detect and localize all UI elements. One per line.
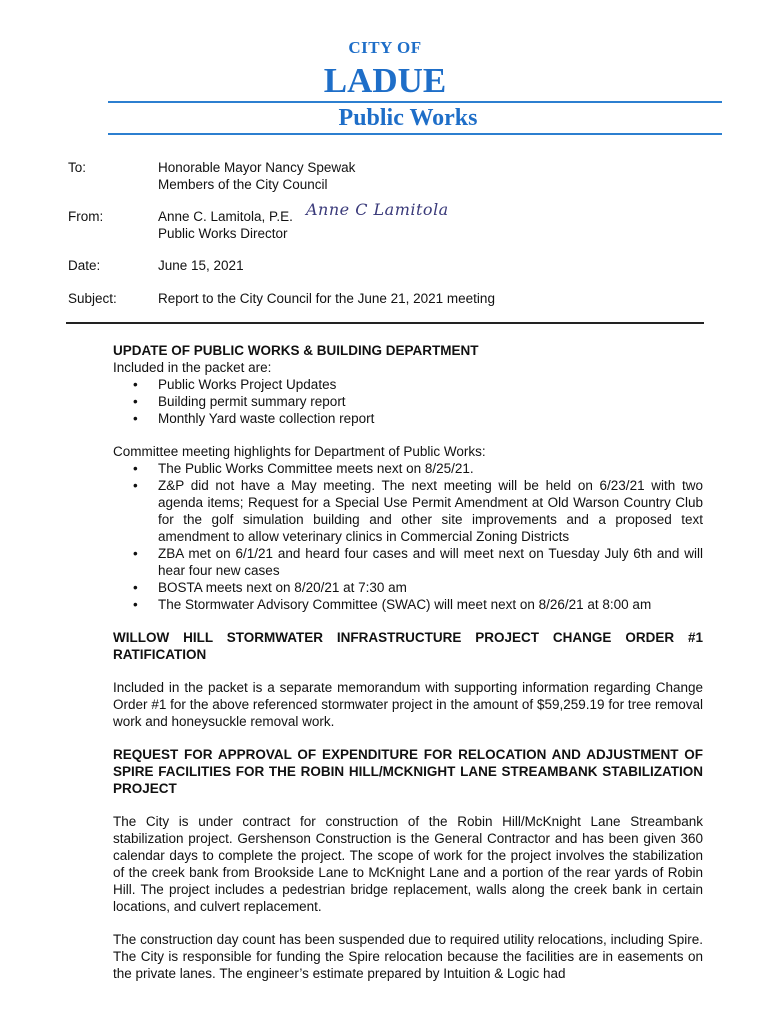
header-divider	[66, 322, 704, 324]
list-item: • ZBA met on 6/1/21 and heard four cases and will meet next on Tuesday July 6th and will hear four new cases	[113, 545, 703, 579]
section2-heading: WILLOW HILL STORMWATER INFRASTRUCTURE PROJECT CHANGE ORDER #1 RATIFICATION	[113, 630, 703, 662]
section3-paragraph-2: The construction day count has been suspended due to required utility relocations, including Spire. The City is responsible for funding the Spire relocation because the facilities are in easements on the private lanes. The engineer’s estimate prepared by Intuition & Logic had	[113, 932, 703, 981]
from-line-2: Public Works Director	[158, 226, 288, 241]
list-item: • Building permit summary report	[113, 393, 703, 410]
list-item: • Z&P did not have a May meeting. The next meeting will be held on 6/23/21 with two agenda items; Request for a Special Use Permit Amendment at Old Warson Country Club for the golf simulation building and other site improvements and a proposed text amendment to allow veterinary clinics in Commercial Zoning Districts	[113, 477, 703, 545]
letterhead-department: Public Works	[338, 105, 478, 131]
memo-body	[113, 342, 703, 982]
date-value: June 15, 2021	[158, 258, 244, 273]
list-item: • BOSTA meets next on 8/20/21 at 7:30 am	[113, 579, 703, 596]
list-item: • The Public Works Committee meets next on 8/25/21.	[113, 460, 703, 477]
section1-intro: Included in the packet are:	[113, 360, 272, 375]
from-line-1: Anne C. Lamitola, P.E.	[158, 209, 293, 224]
letterhead-rule-bottom	[108, 133, 722, 135]
section1-heading: UPDATE OF PUBLIC WORKS & BUILDING DEPARTMENT	[113, 343, 479, 358]
packet-items-list	[113, 376, 703, 427]
to-line-2: Members of the City Council	[158, 177, 328, 192]
to-line-1: Honorable Mayor Nancy Spewak	[158, 160, 356, 175]
subject-value: Report to the City Council for the June 21, 2021 meeting	[158, 291, 495, 306]
date-label: Date:	[68, 258, 101, 273]
section3-heading: REQUEST FOR APPROVAL OF EXPENDITURE FOR RELOCATION AND ADJUSTMENT OF SPIRE FACILITIES FOR THE ROBIN HILL/MCKNIGHT LANE STREAMBANK STABILIZATION PROJECT	[113, 747, 703, 796]
list-item: • The Stormwater Advisory Committee (SWAC) will meet next on 8/26/21 at 8:00 am	[113, 596, 703, 613]
signature: Anne C Lamitola	[306, 200, 449, 219]
to-label: To:	[68, 160, 87, 175]
from-label: From:	[68, 209, 104, 224]
letterhead-rule-top	[108, 101, 722, 103]
section3-paragraph-1: The City is under contract for construction of the Robin Hill/McKnight Lane Streambank stabilization project. Gershenson Construction is the General Contractor and has been given 360 calendar days to complete the project. The scope of work for the project involves the stabilization of the creek bank from Brookside Lane to McKnight Lane and a portion of the rear yards of Robin Hill. The project includes a pedestrian bridge replacement, walls along the creek bank in certain locations, and culvert replacement.	[113, 814, 703, 914]
letterhead-city-of: CITY OF	[348, 38, 422, 57]
committee-items-list	[113, 460, 703, 613]
subject-label: Subject:	[68, 291, 117, 306]
committee-intro: Committee meeting highlights for Department of Public Works:	[113, 444, 486, 459]
list-item: • Monthly Yard waste collection report	[113, 410, 703, 427]
list-item: • Public Works Project Updates	[113, 376, 703, 393]
section2-paragraph: Included in the packet is a separate memorandum with supporting information regarding Change Order #1 for the above referenced stormwater project in the amount of $59,259.19 for tree removal work and honeysuckle removal work.	[113, 680, 703, 729]
letterhead-ladue: LADUE	[323, 61, 447, 100]
